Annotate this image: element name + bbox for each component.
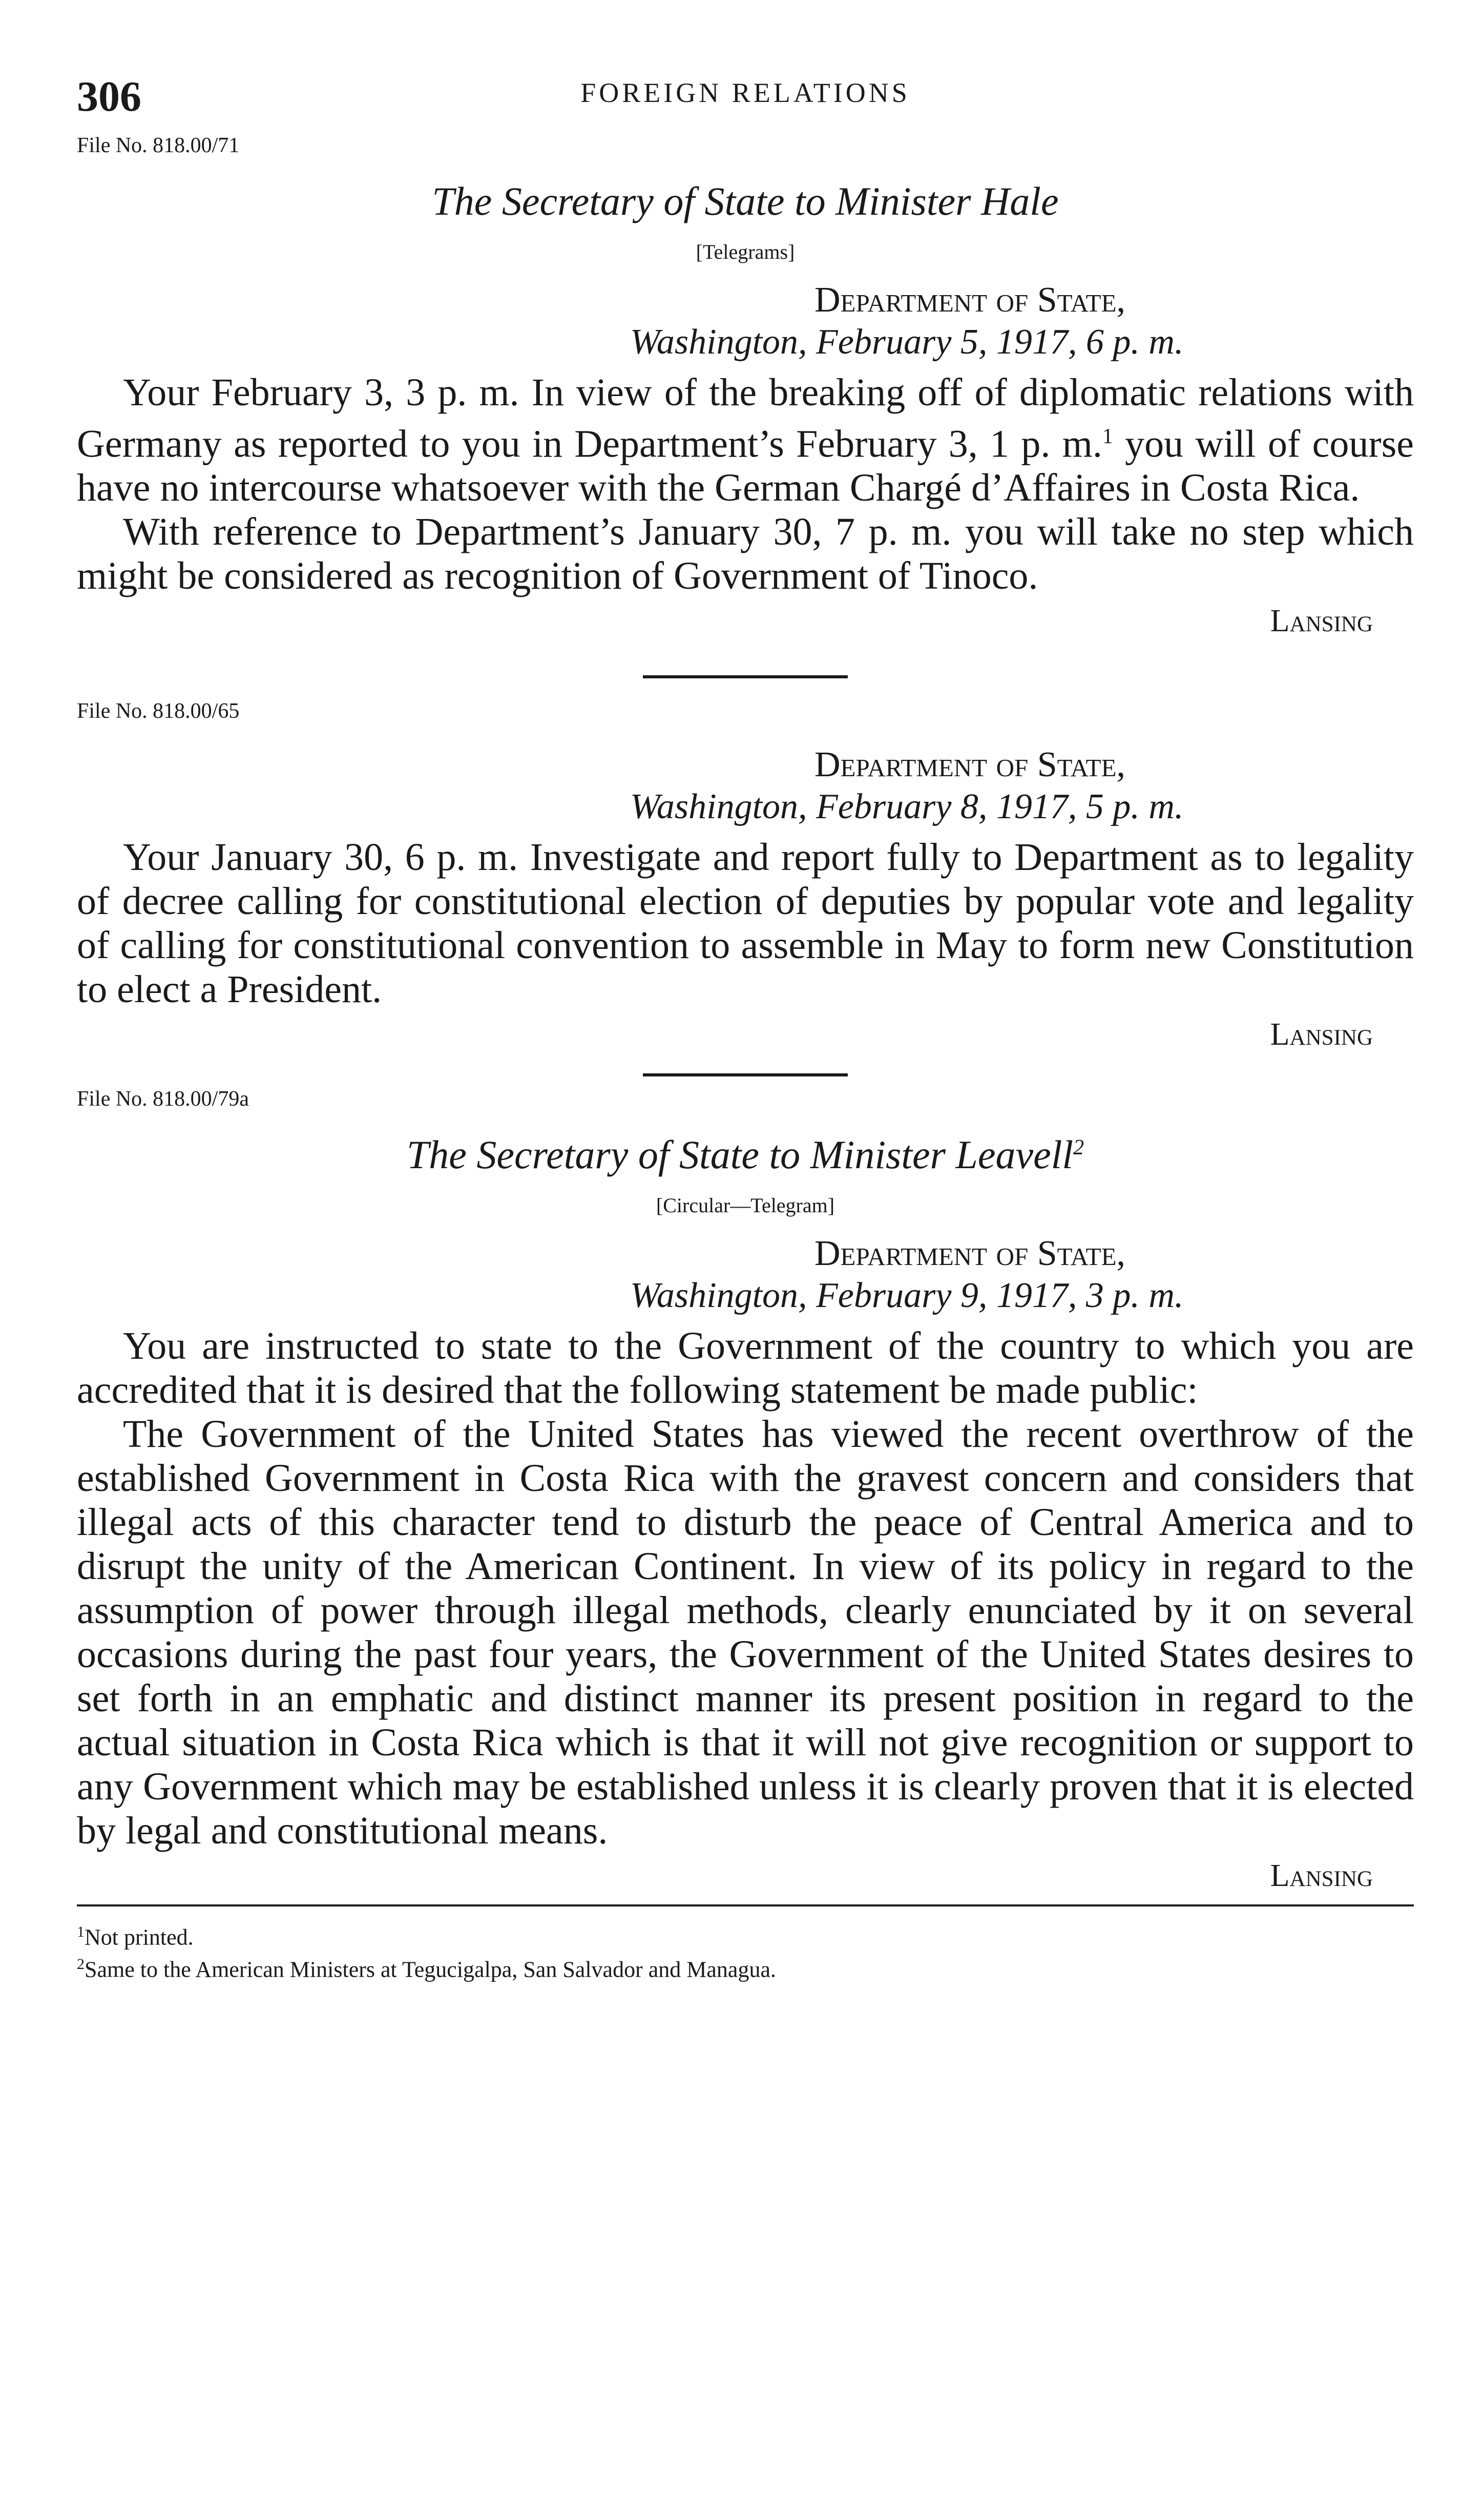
paragraph: Your January 30, 6 p. m. Investigate and report fully to Department as to legality of decree calling for constitutional election of deputies by popular vote and legality of calling for constitutional convention to assemble in May to form new Constitution to elect a President. [77,836,1414,1011]
footnote-text: Not printed. [85,1924,194,1950]
signature: Lansing [1270,1017,1373,1052]
footnote-text: Same to the American Ministers at Tegucigalpa, San Salvador and Managua. [85,1957,776,1982]
dateline [630,279,1414,363]
footnotes [77,1919,1414,1983]
paragraph [77,370,1414,510]
signature: Lansing [1270,1858,1373,1894]
section-divider [643,675,848,678]
dateline [630,1233,1414,1317]
document-subtitle: [Telegrams] [696,240,795,263]
signature: Lansing [1270,604,1373,639]
document-3 [77,1087,1414,1894]
document-2 [77,699,1414,1053]
document-title-text: The Secretary of State to Minister Leavell [406,1132,1074,1177]
footnote-divider [77,1904,1414,1906]
file-number: File No. 818.00/71 [77,134,240,157]
date-line: Washington, February 8, 1917, 5 p. m. [630,787,1184,827]
document-1 [77,133,1414,639]
footnote [77,1919,1414,1951]
paragraph: You are instructed to state to the Government of the country to which you are accredited that it is desired that the following statement be made public: [77,1324,1414,1412]
footnote-number: 2 [77,1955,85,1973]
paragraph-text: Your February 3, 3 p. m. In view of the breaking off of diplomatic relations with Germany as reported to you in Department’s February 3, 1 p. m. [77,371,1414,466]
document-subtitle: [Circular—Telegram] [656,1194,835,1217]
file-number: File No. 818.00/65 [77,699,240,723]
dateline [630,744,1414,828]
page-number: 306 [77,73,141,120]
section-divider [643,1073,848,1076]
footnote-ref: 1 [1102,425,1113,448]
page-header [77,61,1414,133]
department-heading: Department of State, [814,280,1126,320]
document-page [77,61,1414,1983]
department-heading: Department of State, [814,1234,1126,1274]
date-line: Washington, February 5, 1917, 6 p. m. [630,322,1184,362]
running-head: FOREIGN RELATIONS [580,77,910,108]
document-title [77,1132,1414,1178]
paragraph: With reference to Department’s January 30, 7 p. m. you will take no step which might be considered as recognition of Government of Tinoco. [77,510,1414,598]
date-line: Washington, February 9, 1917, 3 p. m. [630,1276,1184,1316]
footnote-number: 1 [77,1923,85,1941]
document-title: The Secretary of State to Minister Hale [432,179,1059,223]
paragraph-text: you will of course have no intercourse whatsoever with the German Chargé d’Affaires in Costa Rica. [77,422,1414,510]
department-heading: Department of State, [814,745,1126,785]
footnote-ref: 2 [1073,1136,1084,1160]
footnote [77,1951,1414,1983]
file-number: File No. 818.00/79a [77,1087,249,1111]
paragraph: The Government of the United States has viewed the recent overthrow of the established Government in Costa Rica with the gravest concern and considers that illegal acts of this character tend to disturb the peace of Central America and to disrupt the unity of the American Continent. In view of its policy in regard to the assumption of power through illegal methods, clearly enunciated by it on several occasions during the past four years, the Government of the United States desires to set forth in an emphatic and distinct manner its present position in regard to the actual situation in Costa Rica which is that it will not give recognition or support to any Government which may be established unless it is clearly proven that it is elected by legal and constitutional means. [77,1413,1414,1853]
